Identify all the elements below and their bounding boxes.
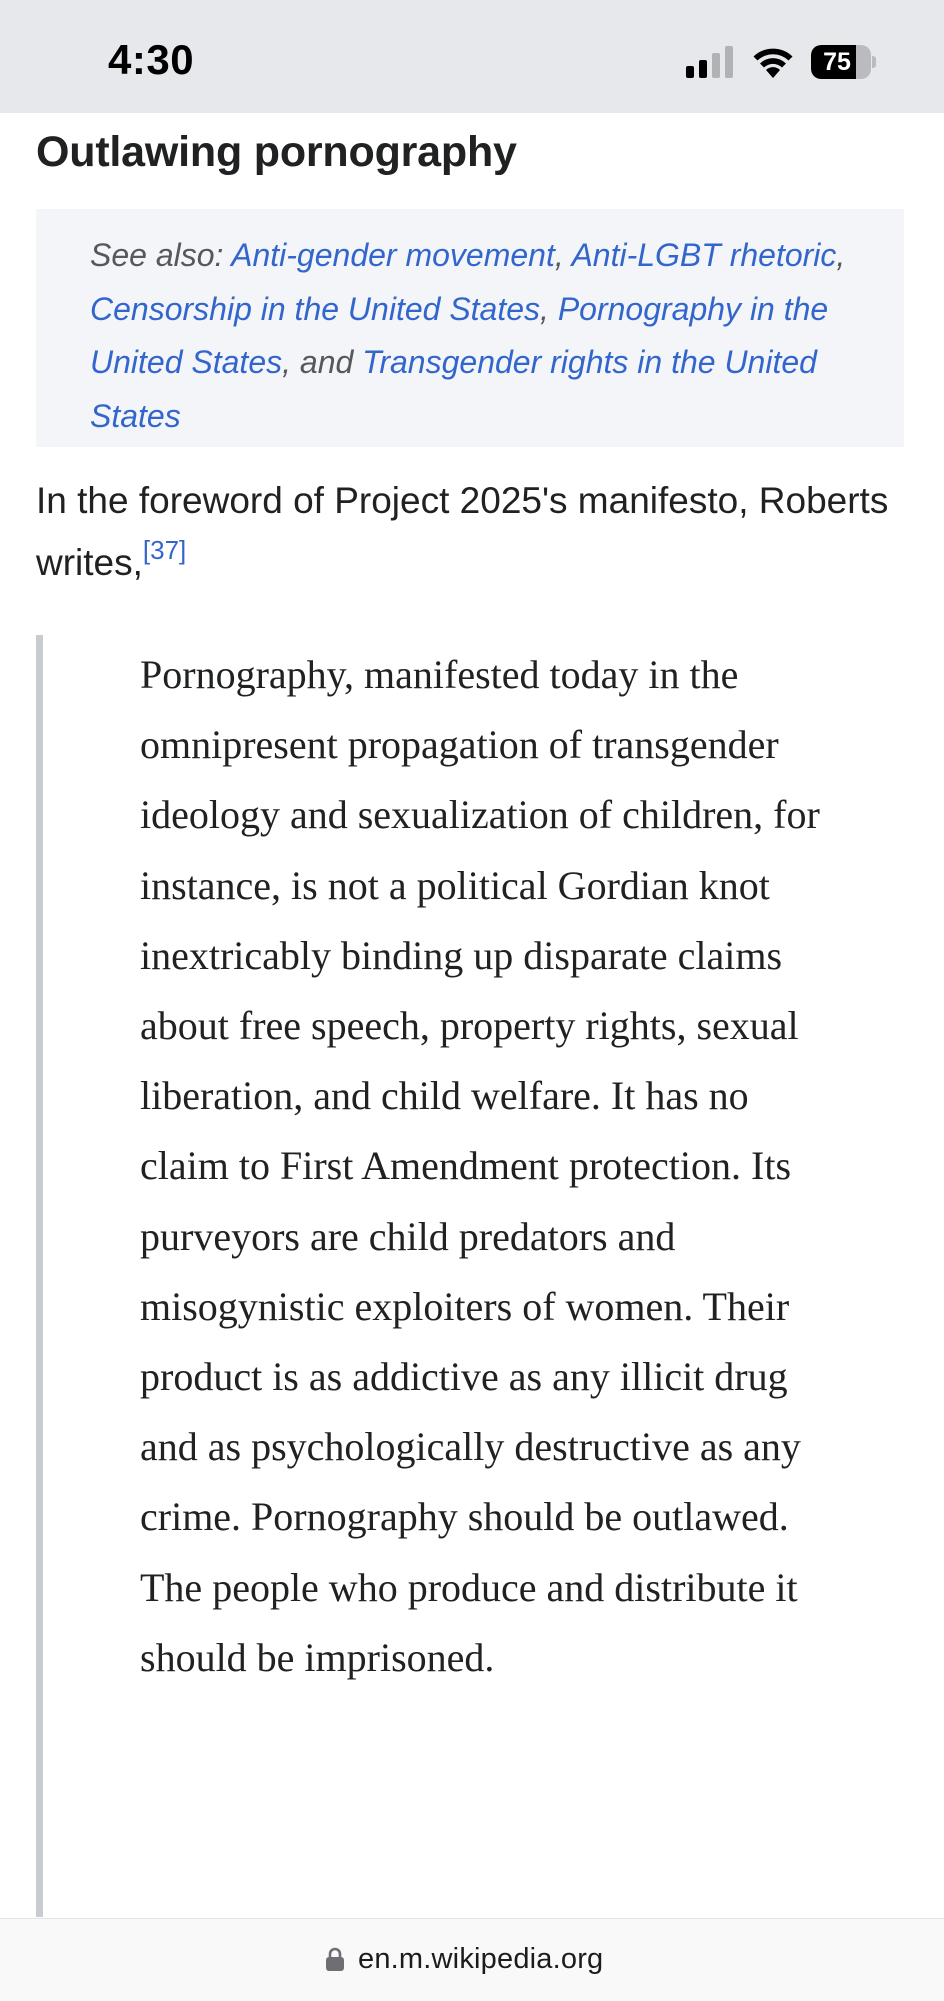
signal-icon [686, 46, 734, 78]
link-pornography-in-the-united-states[interactable]: Pornography in the United States [90, 290, 829, 380]
lock-icon [326, 1947, 344, 1971]
battery-icon [811, 45, 875, 79]
hatnote-prefix: See also: [90, 237, 232, 273]
blockquote: Pornography, manifested today in the omnipresent propagation of transgender ideology and sexualization of children, for instance, is not a political Gordian knot inextricably binding up disparate claims about free speech, property rights, sexual liberation, and child welfare. It has no claim to First Amendment protection. Its purveyors are child predators and misogynistic exploiters of women. Their product is as addictive as any illicit drug and as psychologically destructive as any crime. Pornography should be outlawed. The people who produce and distribute it should be imprisoned. [140, 652, 820, 1680]
hatnote-separator: , [836, 237, 846, 273]
link-censorship-in-the-united-states[interactable]: Censorship in the United States [90, 290, 541, 327]
see-also-hatnote [36, 209, 904, 447]
hatnote-separator: , and [282, 344, 363, 380]
browser-url-bar[interactable] [0, 1918, 944, 2001]
battery-level: 75 [823, 48, 851, 76]
link-anti-lgbt-rhetoric[interactable]: Anti-LGBT rhetoric [571, 237, 837, 273]
url-field[interactable] [326, 1939, 603, 1979]
hatnote-separator: , [540, 290, 558, 327]
section-heading: Outlawing pornography [36, 128, 517, 176]
lead-paragraph [36, 470, 916, 594]
url-text: en.m.wikipedia.org [358, 1942, 604, 1975]
link-anti-gender-movement[interactable]: Anti-gender movement [231, 237, 555, 273]
reference-link[interactable]: [37] [142, 535, 187, 565]
lead-text: In the foreword of Project 2025's manifesto, Roberts writes, [36, 480, 889, 583]
link-transgender-rights-in-the-united-states[interactable]: Transgender rights in the United States [90, 344, 817, 434]
blockquote-border [36, 635, 43, 1917]
status-time: 4:30 [108, 36, 195, 83]
status-bar [0, 0, 944, 113]
hatnote-separator: , [554, 237, 572, 273]
wifi-icon [752, 44, 794, 78]
